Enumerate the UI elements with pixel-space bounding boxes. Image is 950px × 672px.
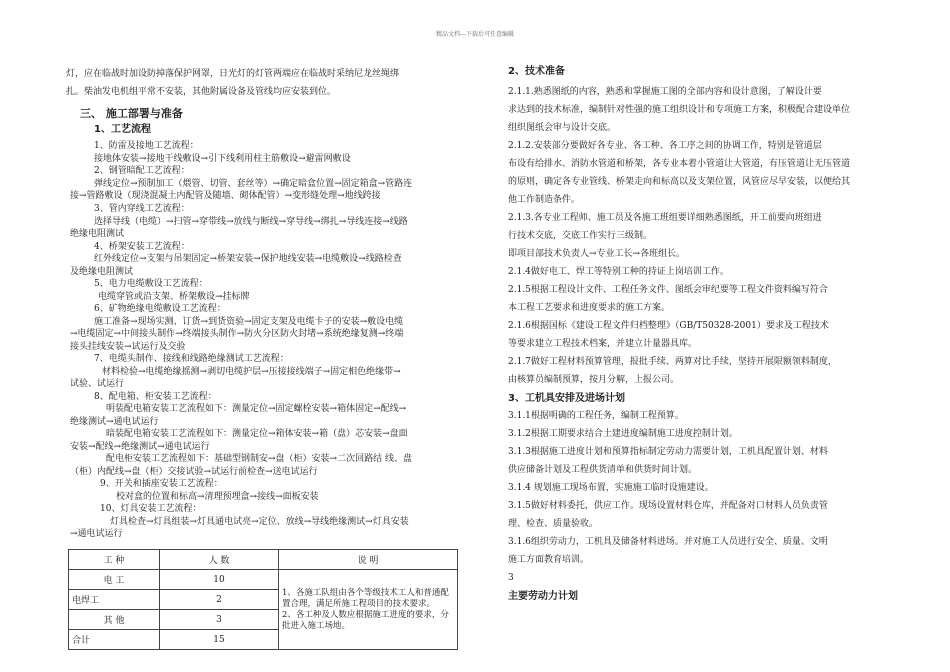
process-flow: 试验、试运行 bbox=[70, 379, 125, 389]
paragraph-line: 3.1.4 规划施工现场布置，实施施工临时设施建设。 bbox=[508, 483, 714, 493]
process-flow: 及绝缘电阻测试 bbox=[70, 267, 134, 277]
table-header: 工 种 bbox=[69, 550, 160, 570]
paragraph-line: 的原则，确定各专业管线、桥架走向和标高以及支架位置，风管应尽早安装，以便给其 bbox=[508, 177, 851, 187]
table-note bbox=[279, 570, 458, 650]
paragraph-line: 2.1.3.各专业工程师、施工员及各施工班组要详细熟悉图纸，开工前要向班组进 bbox=[508, 213, 822, 223]
paragraph-line: 3.1.1根据明确的工程任务，编制工程预算。 bbox=[508, 411, 684, 421]
table-cell: 10 bbox=[160, 570, 279, 590]
page-number: 3 bbox=[508, 573, 514, 583]
page-header: 精品文档---下载后可任意编辑 bbox=[435, 31, 515, 38]
paragraph-line: 扎。柴油发电机组平常不安装，其他附属设备及管线均应安装到位。 bbox=[66, 87, 337, 97]
subsection-heading: 主要劳动力计划 bbox=[508, 591, 578, 602]
process-flow: 接头挂线安装→试运行及交验 bbox=[70, 342, 186, 352]
table-header: 人 数 bbox=[160, 550, 279, 570]
paragraph-line: 供应储备计划及工程供货清单和供货时间计划。 bbox=[508, 465, 698, 475]
paragraph-line: 灯，应在临战时加设防掉落保护网罩，日光灯的灯管两端应在临战时采纳尼龙丝绳绑 bbox=[66, 69, 400, 79]
table-note-text: 1、各施工队组由各个等级技术工人和普通配置合理，满足所施工程项目的技术要求。 2、各工种及人数应根据施工进度的要求，分批进入施工场地。 bbox=[282, 588, 449, 631]
list-item-title: 10、灯具安装工艺流程： bbox=[100, 504, 202, 514]
paragraph-line: 2.1.7做好工程材料预算管理，报批手续、两算对比手续，坚持开展限额领料制度， bbox=[508, 357, 837, 367]
list-item-title: 2、钢管暗配工艺流程： bbox=[94, 166, 190, 176]
table-cell: 电 工 bbox=[69, 570, 160, 590]
list-item-title: 1、防雷及接地工艺流程： bbox=[94, 141, 199, 151]
process-flow: 选择导线（电缆）→扫管→穿带线→放线与断线→穿导线→绑扎→导线连接→线路 bbox=[94, 217, 408, 227]
process-flow: 绝缘测试→通电试运行 bbox=[70, 417, 159, 427]
process-flow: →通电试运行 bbox=[70, 529, 123, 539]
subsection-heading: 3、工机具安排及进场计划 bbox=[508, 393, 625, 404]
table-row bbox=[69, 570, 458, 590]
process-flow: 灯具检查→灯具组装→灯具通电试亮→定位、放线→导线绝缘测试→灯具安装 bbox=[110, 517, 409, 527]
paragraph-line: 3.1.6组织劳动力，工机具及储备材料进场。并对施工人员进行安全、质量、文明 bbox=[508, 537, 828, 547]
list-item-title: 7、电缆头制作、接线和线路绝缘测试工艺流程： bbox=[94, 354, 289, 364]
labor-table bbox=[68, 549, 458, 650]
process-flow: 配电柜安装工艺流程如下：基础型钢制安→盘（柜）安装→二次回路结 线、盘 bbox=[106, 454, 412, 464]
paragraph-line: 施工方面教育培训。 bbox=[508, 555, 590, 565]
paragraph-line: 求达到的技术标准，编制针对性强的施工组织设计和专项施工方案，积极配合建设单位 bbox=[508, 105, 851, 115]
table-header-row bbox=[69, 550, 458, 570]
process-flow: 暗装配电箱安装工艺流程如下：测量定位→箱体安装→箱（盘）芯安装→盘面 bbox=[106, 429, 408, 439]
process-flow: →电缆固定→中间接头制作→终端接头制作→防火分区防火封堵→系统绝缘复测→终端 bbox=[70, 329, 404, 339]
process-flow: 电缆穿管或沿支架、桥架敷设→挂标牌 bbox=[98, 292, 250, 302]
paragraph-line: 2.1.2.安装部分要做好各专业、各工种、各工序之间的协调工作，特别是管道层 bbox=[508, 141, 822, 151]
paragraph-line: 3.1.5做好材料委托，供应工作。现场设置材料仓库，并配备对口材料人员负责管 bbox=[508, 501, 828, 511]
table-cell: 15 bbox=[160, 630, 279, 650]
paragraph-line: 由核算员编制预算，按月分解，上报公司。 bbox=[508, 375, 680, 385]
paragraph-line: 2.1.4做好电工、焊工等特别工种的持证上岗培训工作。 bbox=[508, 267, 729, 277]
section-heading: 三、 施工部署与准备 bbox=[80, 107, 183, 120]
process-flow: 红外线定位→支架与吊架固定→桥架安装→保护地线安装→电缆敷设→线路检查 bbox=[94, 254, 402, 264]
list-item-title: 6、矿物绝缘电缆敷设工艺流程： bbox=[94, 304, 226, 314]
list-item-title: 5、电力电缆敷设工艺流程： bbox=[94, 279, 208, 289]
table-cell: 合计 bbox=[69, 630, 160, 650]
paragraph-line: 他工作制造条件。 bbox=[508, 195, 581, 205]
process-flow: 安装→配线→绝缘测试→通电试运行 bbox=[70, 442, 210, 452]
paragraph-line: 布设有给排水、消防水管道和桥架，各专业本着小管道让大管道，有压管道让无压管道 bbox=[508, 159, 851, 169]
process-flow: 明装配电箱安装工艺流程如下：测量定位→固定螺栓安装→箱体固定→配线→ bbox=[106, 404, 407, 414]
process-flow: 接→管路敷设（现浇混凝土内配管及随墙、砌体配管）→变形缝处理→地线跨接 bbox=[70, 191, 381, 201]
table-cell: 2 bbox=[160, 590, 279, 610]
table-cell: 3 bbox=[160, 610, 279, 630]
process-flow: 绝缘电阻测试 bbox=[70, 229, 125, 239]
list-item-title: 3、管内穿线工艺流程： bbox=[94, 204, 190, 214]
paragraph-line: 本工程工艺要求和进度要求的施工方案。 bbox=[508, 303, 671, 313]
paragraph-line: 2.1.1.熟悉图纸的内容，熟悉和掌握施工图的全部内容和设计意图，了解设计要 bbox=[508, 87, 822, 97]
subsection-heading: 1、工艺流程 bbox=[94, 124, 151, 135]
list-item-title: 4、桥架安装工艺流程： bbox=[94, 242, 190, 252]
paragraph-line: 3.1.2根据工期要求结合土建进度编制施工进度控制计划。 bbox=[508, 429, 738, 439]
paragraph-line: 2.1.6根据国标《建设工程文件归档整理》（GB/T50328-2001）要求及工程技术 bbox=[508, 321, 829, 331]
paragraph-line: 2.1.5根据工程设计文件、工程任务文件、图纸会审纪要等工程文件资料编写符合 bbox=[508, 285, 828, 295]
table-header: 说 明 bbox=[279, 550, 458, 570]
paragraph-line: 理、检查、质量验收。 bbox=[508, 519, 599, 529]
subsection-heading: 2、技术准备 bbox=[508, 66, 565, 77]
process-flow: 弹线定位→预制加工（煨管、切管、套丝等）→确定暗盒位置→固定箱盒→管路连 bbox=[94, 179, 413, 189]
process-flow: 材料检验→电缆绝缘摇测→剥切电缆护层→压接接线端子→固定相色绝缘带→ bbox=[102, 367, 401, 377]
process-flow: （柜）内配线→盘（柜）交接试验→试运行前检查→送电试运行 bbox=[70, 467, 318, 477]
paragraph-line: 3.1.3根据施工进度计划和预算指标制定劳动力需要计划，工机具配置计划、材料 bbox=[508, 447, 828, 457]
table-cell: 电焊工 bbox=[69, 590, 160, 610]
table-cell: 其 他 bbox=[69, 610, 160, 630]
process-flow: 施工准备→现场实测、订货→到货资验→固定支架及电缆卡子的安装→敷设电缆 bbox=[94, 317, 404, 327]
paragraph-line: 组织图纸会审与设计交底。 bbox=[508, 123, 617, 133]
process-flow: 接地体安装→接地干线敷设→引下线利用柱主筋敷设→避雷网敷设 bbox=[94, 154, 351, 164]
paragraph-line: 等要求建立工程技术档案，并建立计量器具库。 bbox=[508, 339, 698, 349]
list-item-title: 8、配电箱、柜安装工艺流程： bbox=[94, 392, 217, 402]
paragraph-line: 行技术交底，交底工作实行三级制。 bbox=[508, 231, 653, 241]
process-flow: 校对盒的位置和标高→清理预埋盒→接线→面板安装 bbox=[116, 492, 319, 502]
paragraph-line: 即项目部技术负责人→专业工长→各班组长。 bbox=[508, 249, 686, 259]
list-item-title: 9、开关和插座安装工艺流程： bbox=[100, 479, 223, 489]
